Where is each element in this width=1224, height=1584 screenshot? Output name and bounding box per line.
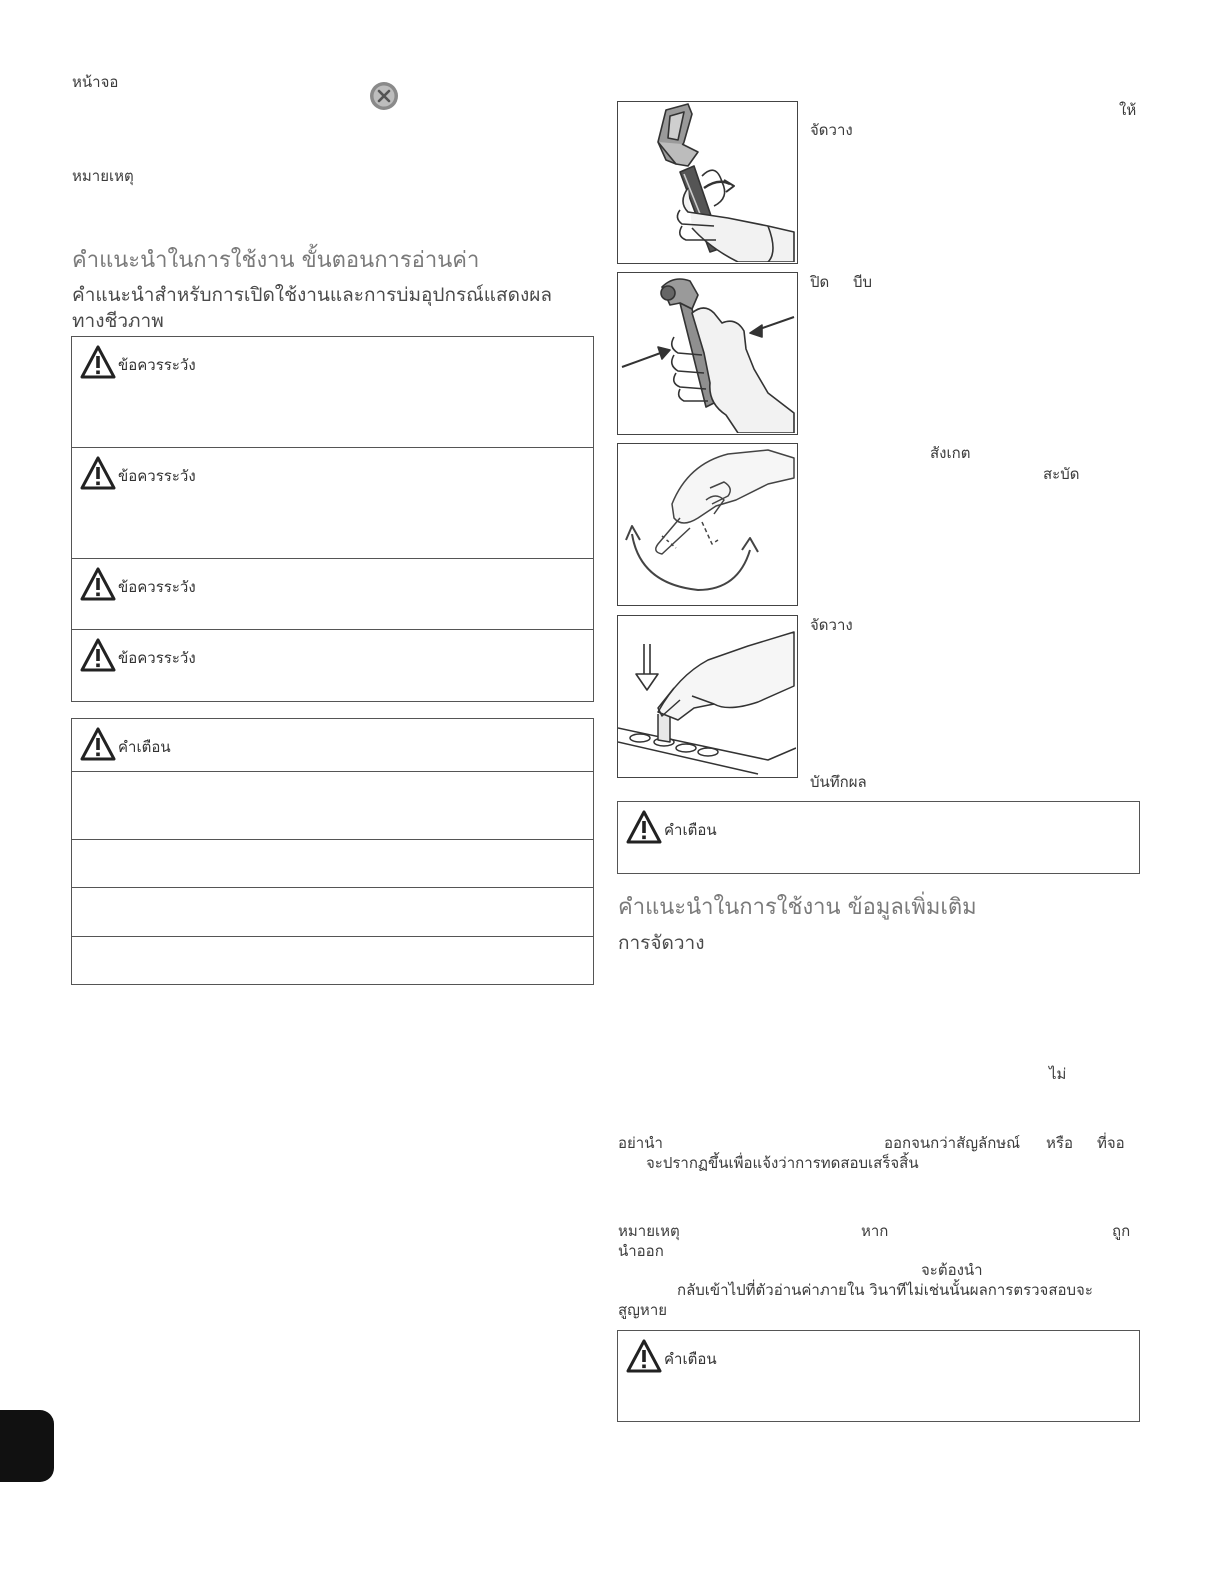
para2-word3: ถูก xyxy=(1112,1222,1131,1240)
caution-label: ข้อควรระวัง xyxy=(118,467,196,485)
para1-word3: หรือ xyxy=(1046,1134,1073,1152)
warning-label: คำเตือน xyxy=(664,821,717,839)
section-title-additional: คำแนะนำในการใช้งาน ข้อมูลเพิ่มเติม xyxy=(618,895,977,920)
warning-triangle-icon xyxy=(80,727,116,761)
figure-step-4 xyxy=(617,615,798,778)
divider xyxy=(72,629,593,630)
subtitle-placement: การจัดวาง xyxy=(618,932,705,954)
caution-item xyxy=(80,345,196,379)
figure-step-2 xyxy=(617,272,798,435)
para2-line2: นำออก xyxy=(618,1242,664,1260)
warning-item xyxy=(80,727,171,761)
caution-label: ข้อควรระวัง xyxy=(118,649,196,667)
warning-label: คำเตือน xyxy=(118,738,171,756)
warning-box-right-1 xyxy=(617,801,1140,874)
warning-triangle-icon xyxy=(80,345,116,379)
place-indicator-illustration xyxy=(618,616,796,776)
divider xyxy=(72,558,593,559)
step4-word1: จัดวาง xyxy=(810,616,853,634)
step1-word1: ให้ xyxy=(1119,101,1137,119)
step3-word2: สะบัด xyxy=(1043,465,1080,483)
divider xyxy=(72,887,593,888)
caution-item xyxy=(80,456,196,490)
para1-line2: จะปรากฏขึ้นเพื่อแจ้งว่าการทดสอบเสร็จสิ้น xyxy=(646,1154,919,1172)
divider xyxy=(72,447,593,448)
hand-indicator-illustration xyxy=(618,102,796,262)
step3-word1: สังเกต xyxy=(930,444,971,462)
para2-word2: หาก xyxy=(861,1222,889,1240)
subtitle-activation: คำแนะนำสำหรับการเปิดใช้งานและการบ่มอุปกรณ์แสดงผลทางชีวภาพ xyxy=(72,284,553,332)
para2-note: หมายเหตุ xyxy=(618,1222,680,1240)
warning-triangle-icon xyxy=(80,638,116,672)
caution-item xyxy=(80,567,196,601)
figure-step-3 xyxy=(617,443,798,606)
warning-box xyxy=(71,718,594,985)
caution-box-group xyxy=(71,336,594,702)
step4-word2: บันทึกผล xyxy=(810,773,867,791)
warning-item xyxy=(626,1339,717,1373)
warning-triangle-icon xyxy=(80,456,116,490)
para2-line4: กลับเข้าไปที่ตัวอ่านค่าภายใน วินาทีไม่เช่นนั้นผลการตรวจสอบจะ xyxy=(677,1281,1093,1299)
caution-label: ข้อควรระวัง xyxy=(118,356,196,374)
step1-word2: จัดวาง xyxy=(810,121,853,139)
page-tab xyxy=(0,1410,54,1482)
step2-word1: ปิด xyxy=(810,273,830,291)
warning-label: คำเตือน xyxy=(664,1350,717,1368)
para2-word4: จะต้องนำ xyxy=(921,1261,983,1279)
squeeze-illustration xyxy=(618,273,796,433)
warning-triangle-icon xyxy=(80,567,116,601)
note-label: หมายเหตุ xyxy=(72,167,134,185)
section-title-reading: คำแนะนำในการใช้งาน ขั้นตอนการอ่านค่า xyxy=(72,248,480,273)
divider xyxy=(72,771,593,772)
divider xyxy=(72,839,593,840)
no-word: ไม่ xyxy=(1049,1065,1067,1083)
figure-step-1 xyxy=(617,101,798,264)
warning-triangle-icon xyxy=(626,810,662,844)
close-icon xyxy=(369,81,399,115)
flick-illustration xyxy=(618,444,796,604)
para1-word2: ออกจนกว่าสัญลักษณ์ xyxy=(884,1134,1021,1152)
para2-line5: สูญหาย xyxy=(618,1301,668,1319)
warning-item xyxy=(626,810,717,844)
step2-word2: บีบ xyxy=(853,273,873,291)
screen-label: หน้าจอ xyxy=(72,73,119,91)
para1-word1: อย่านำ xyxy=(618,1134,663,1152)
para1-word4: ที่จอ xyxy=(1097,1134,1125,1152)
warning-triangle-icon xyxy=(626,1339,662,1373)
warning-box-right-2 xyxy=(617,1330,1140,1422)
caution-label: ข้อควรระวัง xyxy=(118,578,196,596)
caution-item xyxy=(80,638,196,672)
divider xyxy=(72,936,593,937)
